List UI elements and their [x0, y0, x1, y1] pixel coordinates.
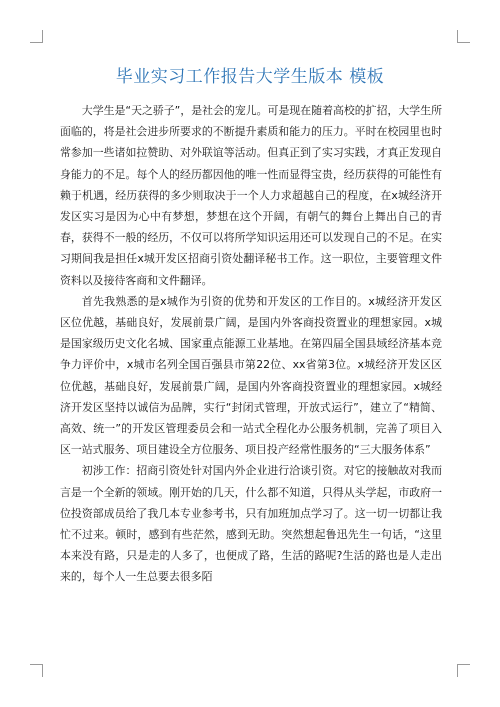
crop-mark-bottom-right [457, 664, 470, 677]
paragraph: 首先我熟悉的是x城作为引资的优势和开发区的工作目的。x城经济开发区区位优越，基础良好，发展前景广阔，是国内外客商投资置业的理想家园。x城是国家级历史文化名城、国家重点能源工业基地。在第四届全国县域经济基本竞争力评价中，x城市名列全国百强县市第22位、xx省第3位。x城经济开发区区位优越，基础良好，发展前景广阔，是国内外客商投资置业的理想家园。x城经济开发区坚持以诚信为品牌，实行“封闭式管理，开放式运行”，建立了“精简、高效、统一”的开发区管理委员会和一站式全程化办公服务机制，完善了项目入区一站式服务、项目建设全方位服务、项目投产经常性服务的“三大服务体系” [60, 294, 442, 457]
paragraph: 大学生是“天之骄子”，是社会的宠儿。可是现在随着高校的扩招，大学生所面临的，将是社会进步所要求的不断提升素质和能力的压力。平时在校园里也时常参加一些诸如拉赞助、对外联谊等活动。但真正到了实习实践，才真正发现自身能力的不足。每个人的经历都因他的唯一性而显得宝贵，经历获得的可能性有赖于机遇，经历获得的多少则取决于一个人力求超越自己的程度，在x城经济开发区实习是因为心中有梦想，梦想在这个开阔，有朝气的舞台上舞出自己的青春，获得不一般的经历，不仅可以将所学知识运用还可以发现自己的不足。在实习期间我是担任x城开发区招商引资处翻译秘书工作。这一职位，主要管理文件资料以及接待客商和文件翻译。 [60, 104, 442, 287]
document-title: 毕业实习工作报告大学生版本 模板 [115, 67, 385, 87]
paragraph: 初涉工作：招商引资处针对国内外企业进行洽谈引资。对它的接触故对我而言是一个全新的领域。刚开始的几天，什么都不知道，只得从头学起，市政府一位投资部成员给了我几本专业参考书，只有加班加点学习了。这一切一切都让我忙不过来。顿时，感到有些茫然，感到无助。突然想起鲁迅先生一句话，“这里本来没有路，只是走的人多了，也便成了路，生活的路呢?生活的路也是人走出来的，每个人一生总要去很多陌 [60, 464, 442, 584]
crop-mark-bottom-left [30, 664, 43, 677]
document-body [60, 100, 442, 588]
crop-mark-top-right [457, 30, 470, 43]
crop-mark-top-left [30, 30, 43, 43]
